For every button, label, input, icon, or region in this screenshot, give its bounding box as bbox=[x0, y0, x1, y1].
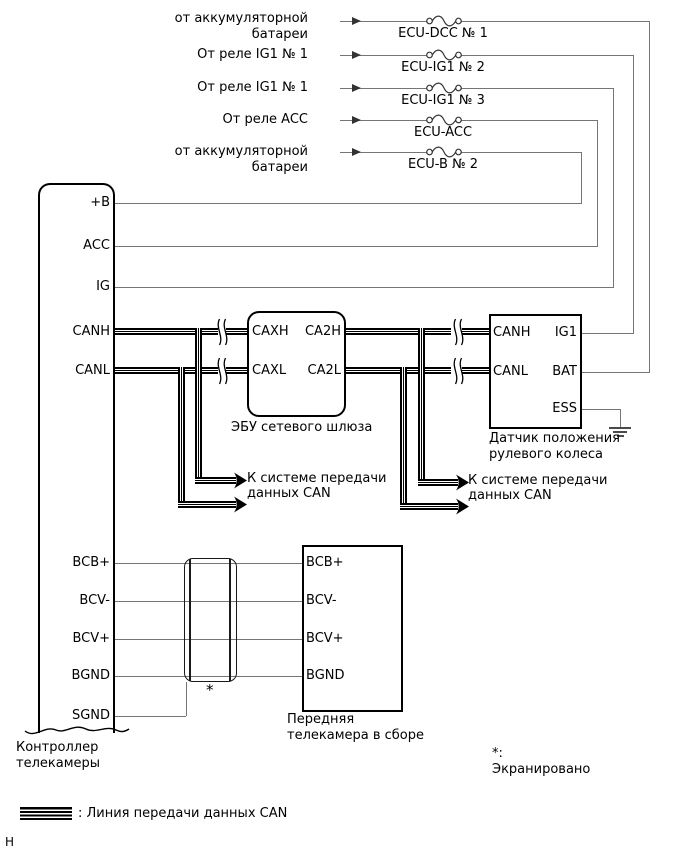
can-ca2h-a bbox=[346, 328, 451, 335]
pin-sensor-canl: CANL bbox=[493, 364, 528, 379]
wire-ig1 bbox=[582, 333, 634, 334]
wire-row2-drop bbox=[633, 55, 634, 333]
arrowhead-icon bbox=[352, 148, 361, 156]
ground-icon bbox=[609, 427, 631, 429]
pin-bcv-plus: BCV+ bbox=[72, 631, 110, 646]
power-source-label: от аккумуляторной батареи bbox=[174, 11, 308, 42]
arrowhead-icon bbox=[352, 84, 361, 92]
branch-arrow-icon bbox=[234, 496, 247, 513]
arrowhead-icon bbox=[352, 116, 361, 124]
footnote: *: Экранировано bbox=[492, 746, 591, 777]
camera-controller-box bbox=[38, 183, 115, 733]
shield-inner-line bbox=[189, 559, 191, 681]
controller-label: Контроллер телекамеры bbox=[16, 740, 101, 771]
pin-bat: BAT bbox=[552, 364, 577, 379]
pin-ig1: IG1 bbox=[554, 325, 577, 340]
wire-row3-b bbox=[461, 88, 613, 89]
wire-ig bbox=[115, 287, 614, 288]
wire-break-icon bbox=[449, 356, 467, 386]
wire-row3-drop bbox=[613, 88, 614, 287]
pin-cam-bcv-plus: BCV+ bbox=[306, 631, 344, 646]
gateway-label: ЭБУ сетевого шлюза bbox=[231, 420, 373, 435]
wire-row4-drop bbox=[597, 120, 598, 246]
pin-canl: CANL bbox=[75, 363, 110, 378]
wire-break-icon bbox=[449, 317, 467, 347]
wire-bat bbox=[582, 372, 650, 373]
wire-plus-b bbox=[115, 203, 582, 204]
power-source-label: От реле IG1 № 1 bbox=[197, 80, 308, 95]
wire-ess-drop bbox=[620, 409, 621, 428]
wire-row1-drop bbox=[649, 21, 650, 372]
can-branch-v4 bbox=[400, 367, 407, 510]
page-marker: Н bbox=[5, 835, 15, 849]
fuse-label: ECU-IG1 № 2 bbox=[401, 60, 485, 75]
wire-break-icon bbox=[213, 317, 231, 347]
wire-sgnd bbox=[115, 716, 186, 717]
wire-row4-b bbox=[461, 120, 597, 121]
steering-sensor-label: Датчик положения рулевого колеса bbox=[489, 431, 621, 462]
pin-sgnd: SGND bbox=[71, 708, 110, 723]
fuse-label: ECU-B № 2 bbox=[407, 157, 478, 172]
pin-bcb-plus: BCB+ bbox=[72, 555, 110, 570]
power-source-label: От реле ACC bbox=[222, 112, 308, 127]
wire-row5-b bbox=[461, 152, 581, 153]
power-source-label: от аккумуляторной батареи bbox=[174, 144, 308, 175]
pin-cam-bcb-plus: BCB+ bbox=[306, 555, 344, 570]
wire-row5-drop bbox=[581, 152, 582, 203]
fuse-label: ECU-ACC bbox=[413, 125, 473, 140]
shield-asterisk: * bbox=[206, 681, 214, 699]
pin-ca2h: CA2H bbox=[304, 324, 341, 339]
fuse-label: ECU-DCC № 1 bbox=[398, 26, 488, 41]
can-canh-left-a bbox=[115, 328, 222, 335]
pin-ess: ESS bbox=[552, 401, 577, 416]
can-branch-label: К системе передачи данных CAN bbox=[247, 471, 387, 501]
legend-text: : Линия передачи данных CAN bbox=[78, 806, 288, 821]
power-source-label: От реле IG1 № 1 bbox=[197, 47, 308, 62]
can-canl-left-a bbox=[115, 367, 222, 374]
pin-ig: IG bbox=[96, 279, 110, 294]
wire-row2-b bbox=[461, 55, 633, 56]
pin-caxl: CAXL bbox=[252, 363, 287, 378]
can-branch-v1 bbox=[195, 328, 202, 484]
can-branch-label: К системе передачи данных CAN bbox=[468, 473, 608, 503]
can-branch-h1 bbox=[195, 477, 236, 484]
can-ca2l-a bbox=[346, 367, 451, 374]
camera-label: Передняя телекамера в сборе bbox=[287, 712, 425, 743]
can-branch-h3 bbox=[418, 479, 458, 486]
pin-sensor-canh: CANH bbox=[493, 325, 531, 340]
wire-break-icon bbox=[213, 356, 231, 386]
can-branch-v2 bbox=[178, 367, 185, 508]
can-branch-v3 bbox=[418, 328, 425, 486]
arrowhead-icon bbox=[352, 17, 361, 25]
can-branch-h2 bbox=[178, 501, 236, 508]
pin-plus-b: +B bbox=[90, 195, 110, 210]
can-line-legend-icon bbox=[20, 807, 72, 820]
pin-bcv-minus: BCV- bbox=[79, 593, 110, 608]
pin-bgnd: BGND bbox=[71, 668, 110, 683]
shield-inner-line bbox=[229, 559, 231, 681]
arrowhead-icon bbox=[352, 51, 361, 59]
pin-canh: CANH bbox=[72, 324, 110, 339]
can-branch-h4 bbox=[400, 503, 458, 510]
fuse-label: ECU-IG1 № 3 bbox=[401, 93, 485, 108]
pin-cam-bgnd: BGND bbox=[306, 668, 345, 683]
wire-row1-b bbox=[461, 21, 649, 22]
pin-cam-bcv-minus: BCV- bbox=[306, 593, 337, 608]
pin-ca2l: CA2L bbox=[307, 363, 341, 378]
wire-acc bbox=[115, 246, 598, 247]
wire-sgnd-up bbox=[186, 682, 187, 716]
pin-acc: ACC bbox=[83, 238, 110, 253]
wire-ess bbox=[582, 409, 620, 410]
pin-caxh: CAXH bbox=[252, 324, 289, 339]
branch-arrow-icon bbox=[234, 472, 247, 489]
